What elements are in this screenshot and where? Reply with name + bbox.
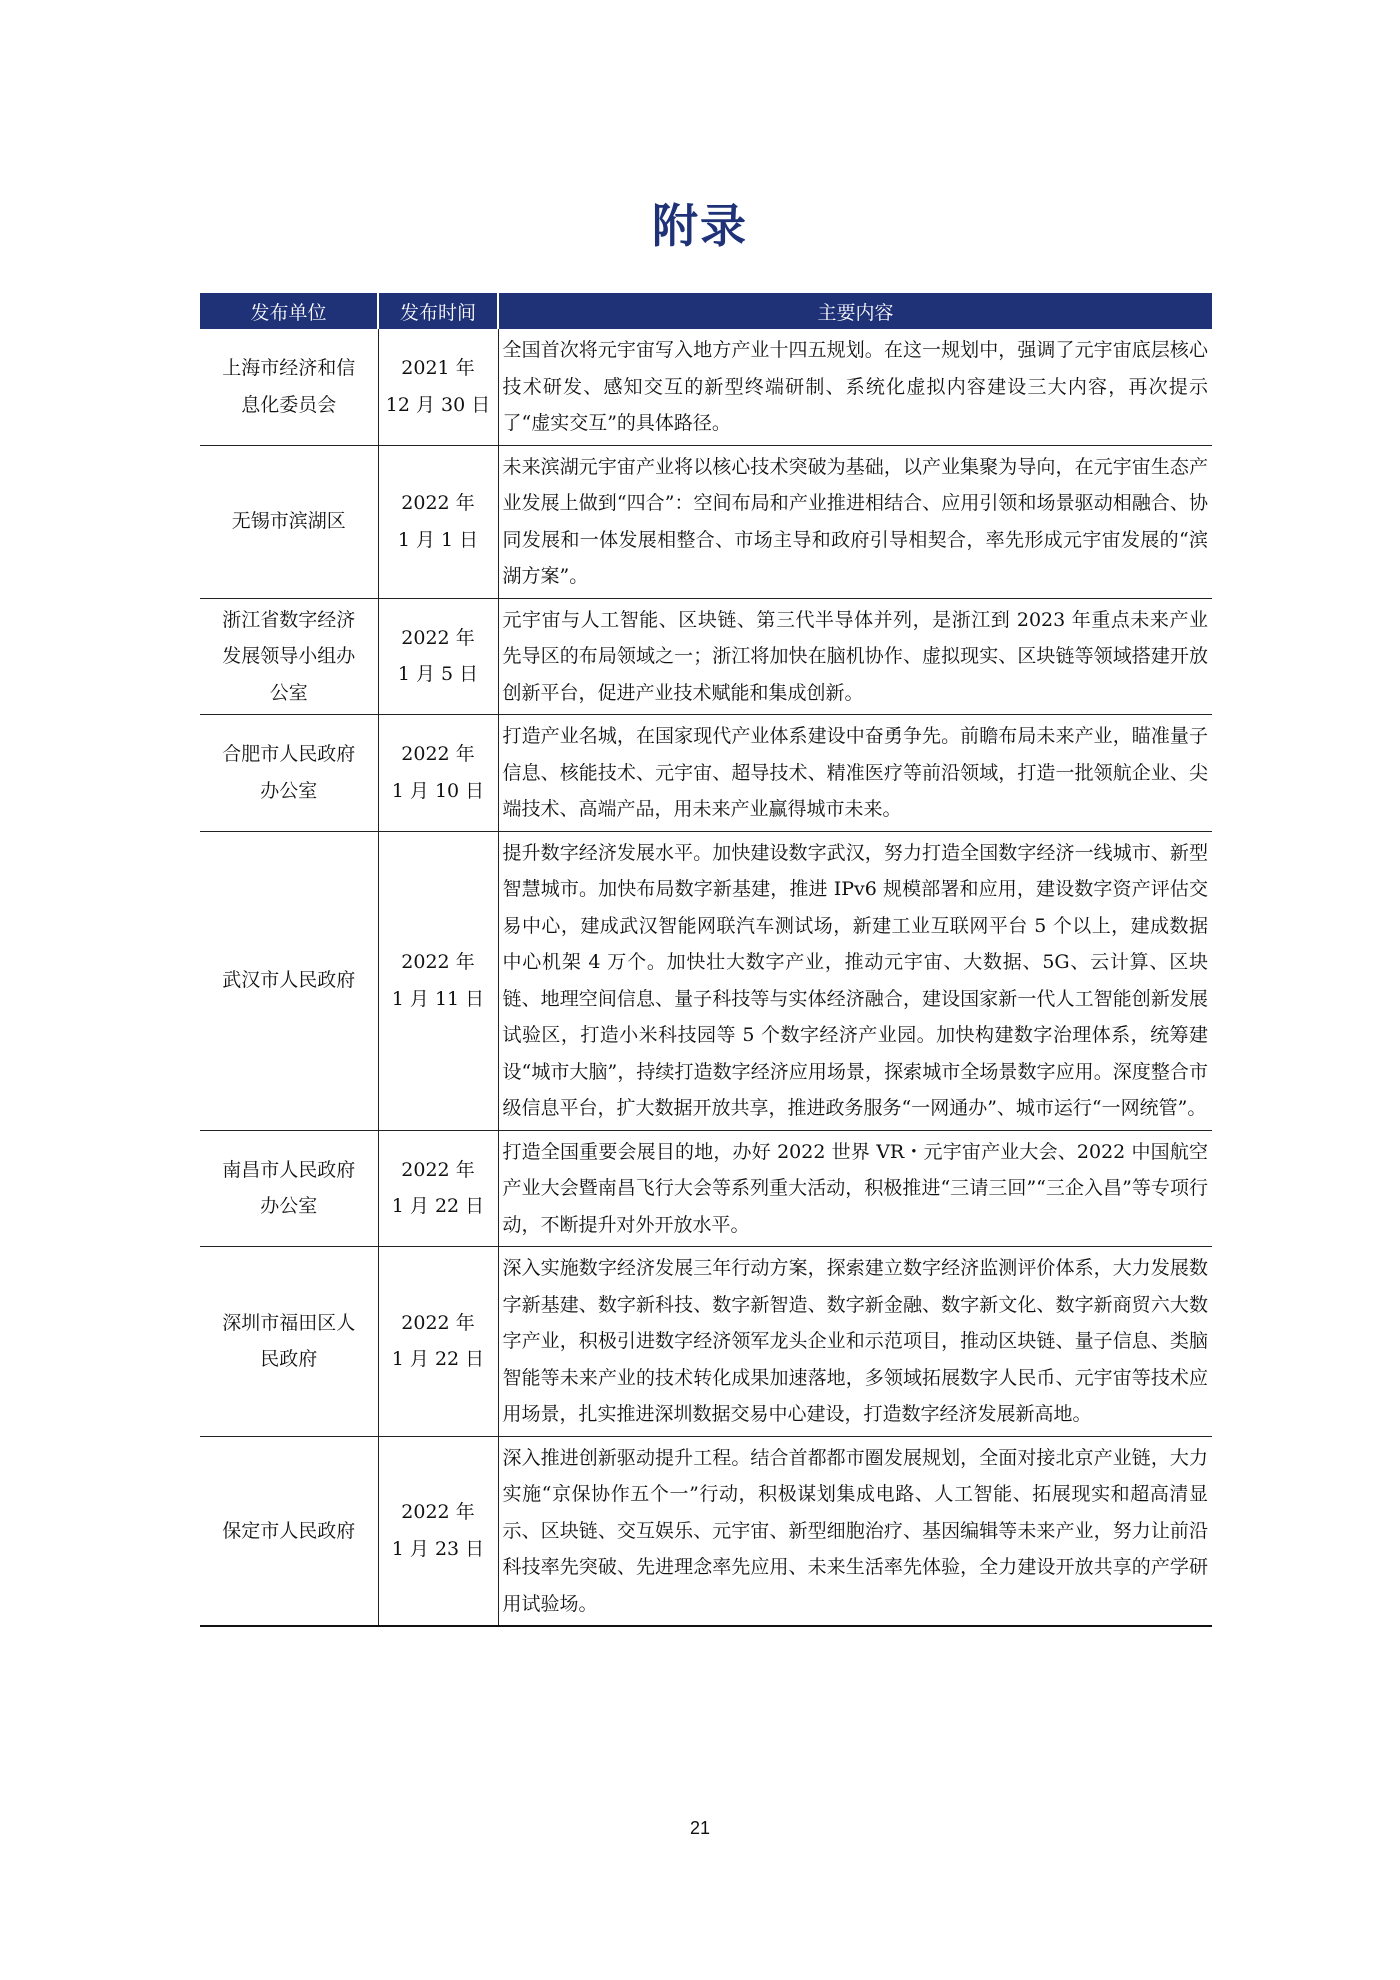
cell-content: 元宇宙与人工智能、区块链、第三代半导体并列，是浙江到 2023 年重点未来产业先导区的布局领域之一；浙江将加快在脑机协作、虚拟现实、区块链等领域搭建开放创新平台，促进产业技术赋能和集成创新。 <box>498 598 1212 715</box>
cell-date: 2022 年 1 月 10 日 <box>378 715 498 832</box>
column-header-org: 发布单位 <box>200 293 378 329</box>
table-row <box>200 1130 1212 1247</box>
cell-content: 打造全国重要会展目的地，办好 2022 世界 VR・元宇宙产业大会、2022 中国航空产业大会暨南昌飞行大会等系列重大活动，积极推进“三请三回”“三企入昌”等专项行动，不断提升对外开放水平。 <box>498 1130 1212 1247</box>
cell-date: 2021 年 12 月 30 日 <box>378 329 498 445</box>
cell-content: 打造产业名城，在国家现代产业体系建设中奋勇争先。前瞻布局未来产业，瞄准量子信息、核能技术、元宇宙、超导技术、精准医疗等前沿领域，打造一批领航企业、尖端技术、高端产品，用未来产业赢得城市未来。 <box>498 715 1212 832</box>
table-row <box>200 329 1212 445</box>
cell-date: 2022 年 1 月 23 日 <box>378 1436 498 1626</box>
cell-date: 2022 年 1 月 11 日 <box>378 831 498 1130</box>
table-row <box>200 1436 1212 1626</box>
cell-org: 深圳市福田区人 民政府 <box>200 1247 378 1437</box>
cell-org: 南昌市人民政府 办公室 <box>200 1130 378 1247</box>
table-header-row <box>200 293 1212 329</box>
page-number: 21 <box>689 1818 711 1838</box>
cell-org: 上海市经济和信 息化委员会 <box>200 329 378 445</box>
cell-date: 2022 年 1 月 1 日 <box>378 445 498 598</box>
cell-content: 深入推进创新驱动提升工程。结合首都都市圈发展规划，全面对接北京产业链，大力实施“京保协作五个一”行动，积极谋划集成电路、人工智能、拓展现实和超高清显示、区块链、交互娱乐、元宇宙、新型细胞治疗、基因编辑等未来产业，努力让前沿科技率先突破、先进理念率先应用、未来生活率先体验，全力建设开放共享的产学研用试验场。 <box>498 1436 1212 1626</box>
column-header-date: 发布时间 <box>378 293 498 329</box>
cell-org: 无锡市滨湖区 <box>200 445 378 598</box>
column-header-content: 主要内容 <box>498 293 1212 329</box>
cell-org: 保定市人民政府 <box>200 1436 378 1626</box>
cell-date: 2022 年 1 月 22 日 <box>378 1130 498 1247</box>
cell-content: 全国首次将元宇宙写入地方产业十四五规划。在这一规划中，强调了元宇宙底层核心技术研发、感知交互的新型终端研制、系统化虚拟内容建设三大内容，再次提示了“虚实交互”的具体路径。 <box>498 329 1212 445</box>
cell-org: 武汉市人民政府 <box>200 831 378 1130</box>
cell-org: 浙江省数字经济 发展领导小组办 公室 <box>200 598 378 715</box>
table-row <box>200 445 1212 598</box>
cell-content: 深入实施数字经济发展三年行动方案，探索建立数字经济监测评价体系，大力发展数字新基建、数字新科技、数字新智造、数字新金融、数字新文化、数字新商贸六大数字产业，积极引进数字经济领军龙头企业和示范项目，推动区块链、量子信息、类脑智能等未来产业的技术转化成果加速落地，多领域拓展数字人民币、元宇宙等技术应用场景，扎实推进深圳数据交易中心建设，打造数字经济发展新高地。 <box>498 1247 1212 1437</box>
cell-org: 合肥市人民政府 办公室 <box>200 715 378 832</box>
table-row <box>200 1247 1212 1437</box>
table-row <box>200 715 1212 832</box>
cell-content: 提升数字经济发展水平。加快建设数字武汉，努力打造全国数字经济一线城市、新型智慧城市。加快布局数字新基建，推进 IPv6 规模部署和应用，建设数字资产评估交易中心，建成武汉智能网联汽车测试场，新建工业互联网平台 5 个以上，建成数据中心机架 4 万个。加快壮大数字产业，推动元宇宙、大数据、5G、云计算、区块链、地理空间信息、量子科技等与实体经济融合，建设国家新一代人工智能创新发展试验区，打造小米科技园等 5 个数字经济产业园。加快构建数字治理体系，统筹建设“城市大脑”，持续打造数字经济应用场景，探索城市全场景数字应用。深度整合市级信息平台，扩大数据开放共享，推进政务服务“一网通办”、城市运行“一网统管”。 <box>498 831 1212 1130</box>
cell-date: 2022 年 1 月 22 日 <box>378 1247 498 1437</box>
table-row <box>200 831 1212 1130</box>
table-row <box>200 598 1212 715</box>
appendix-table <box>200 293 1212 1627</box>
cell-content: 未来滨湖元宇宙产业将以核心技术突破为基础，以产业集聚为导向，在元宇宙生态产业发展上做到“四合”：空间布局和产业推进相结合、应用引领和场景驱动相融合、协同发展和一体发展相整合、市场主导和政府引导相契合，率先形成元宇宙发展的“滨湖方案”。 <box>498 445 1212 598</box>
cell-date: 2022 年 1 月 5 日 <box>378 598 498 715</box>
page-title: 附录 <box>652 199 748 253</box>
